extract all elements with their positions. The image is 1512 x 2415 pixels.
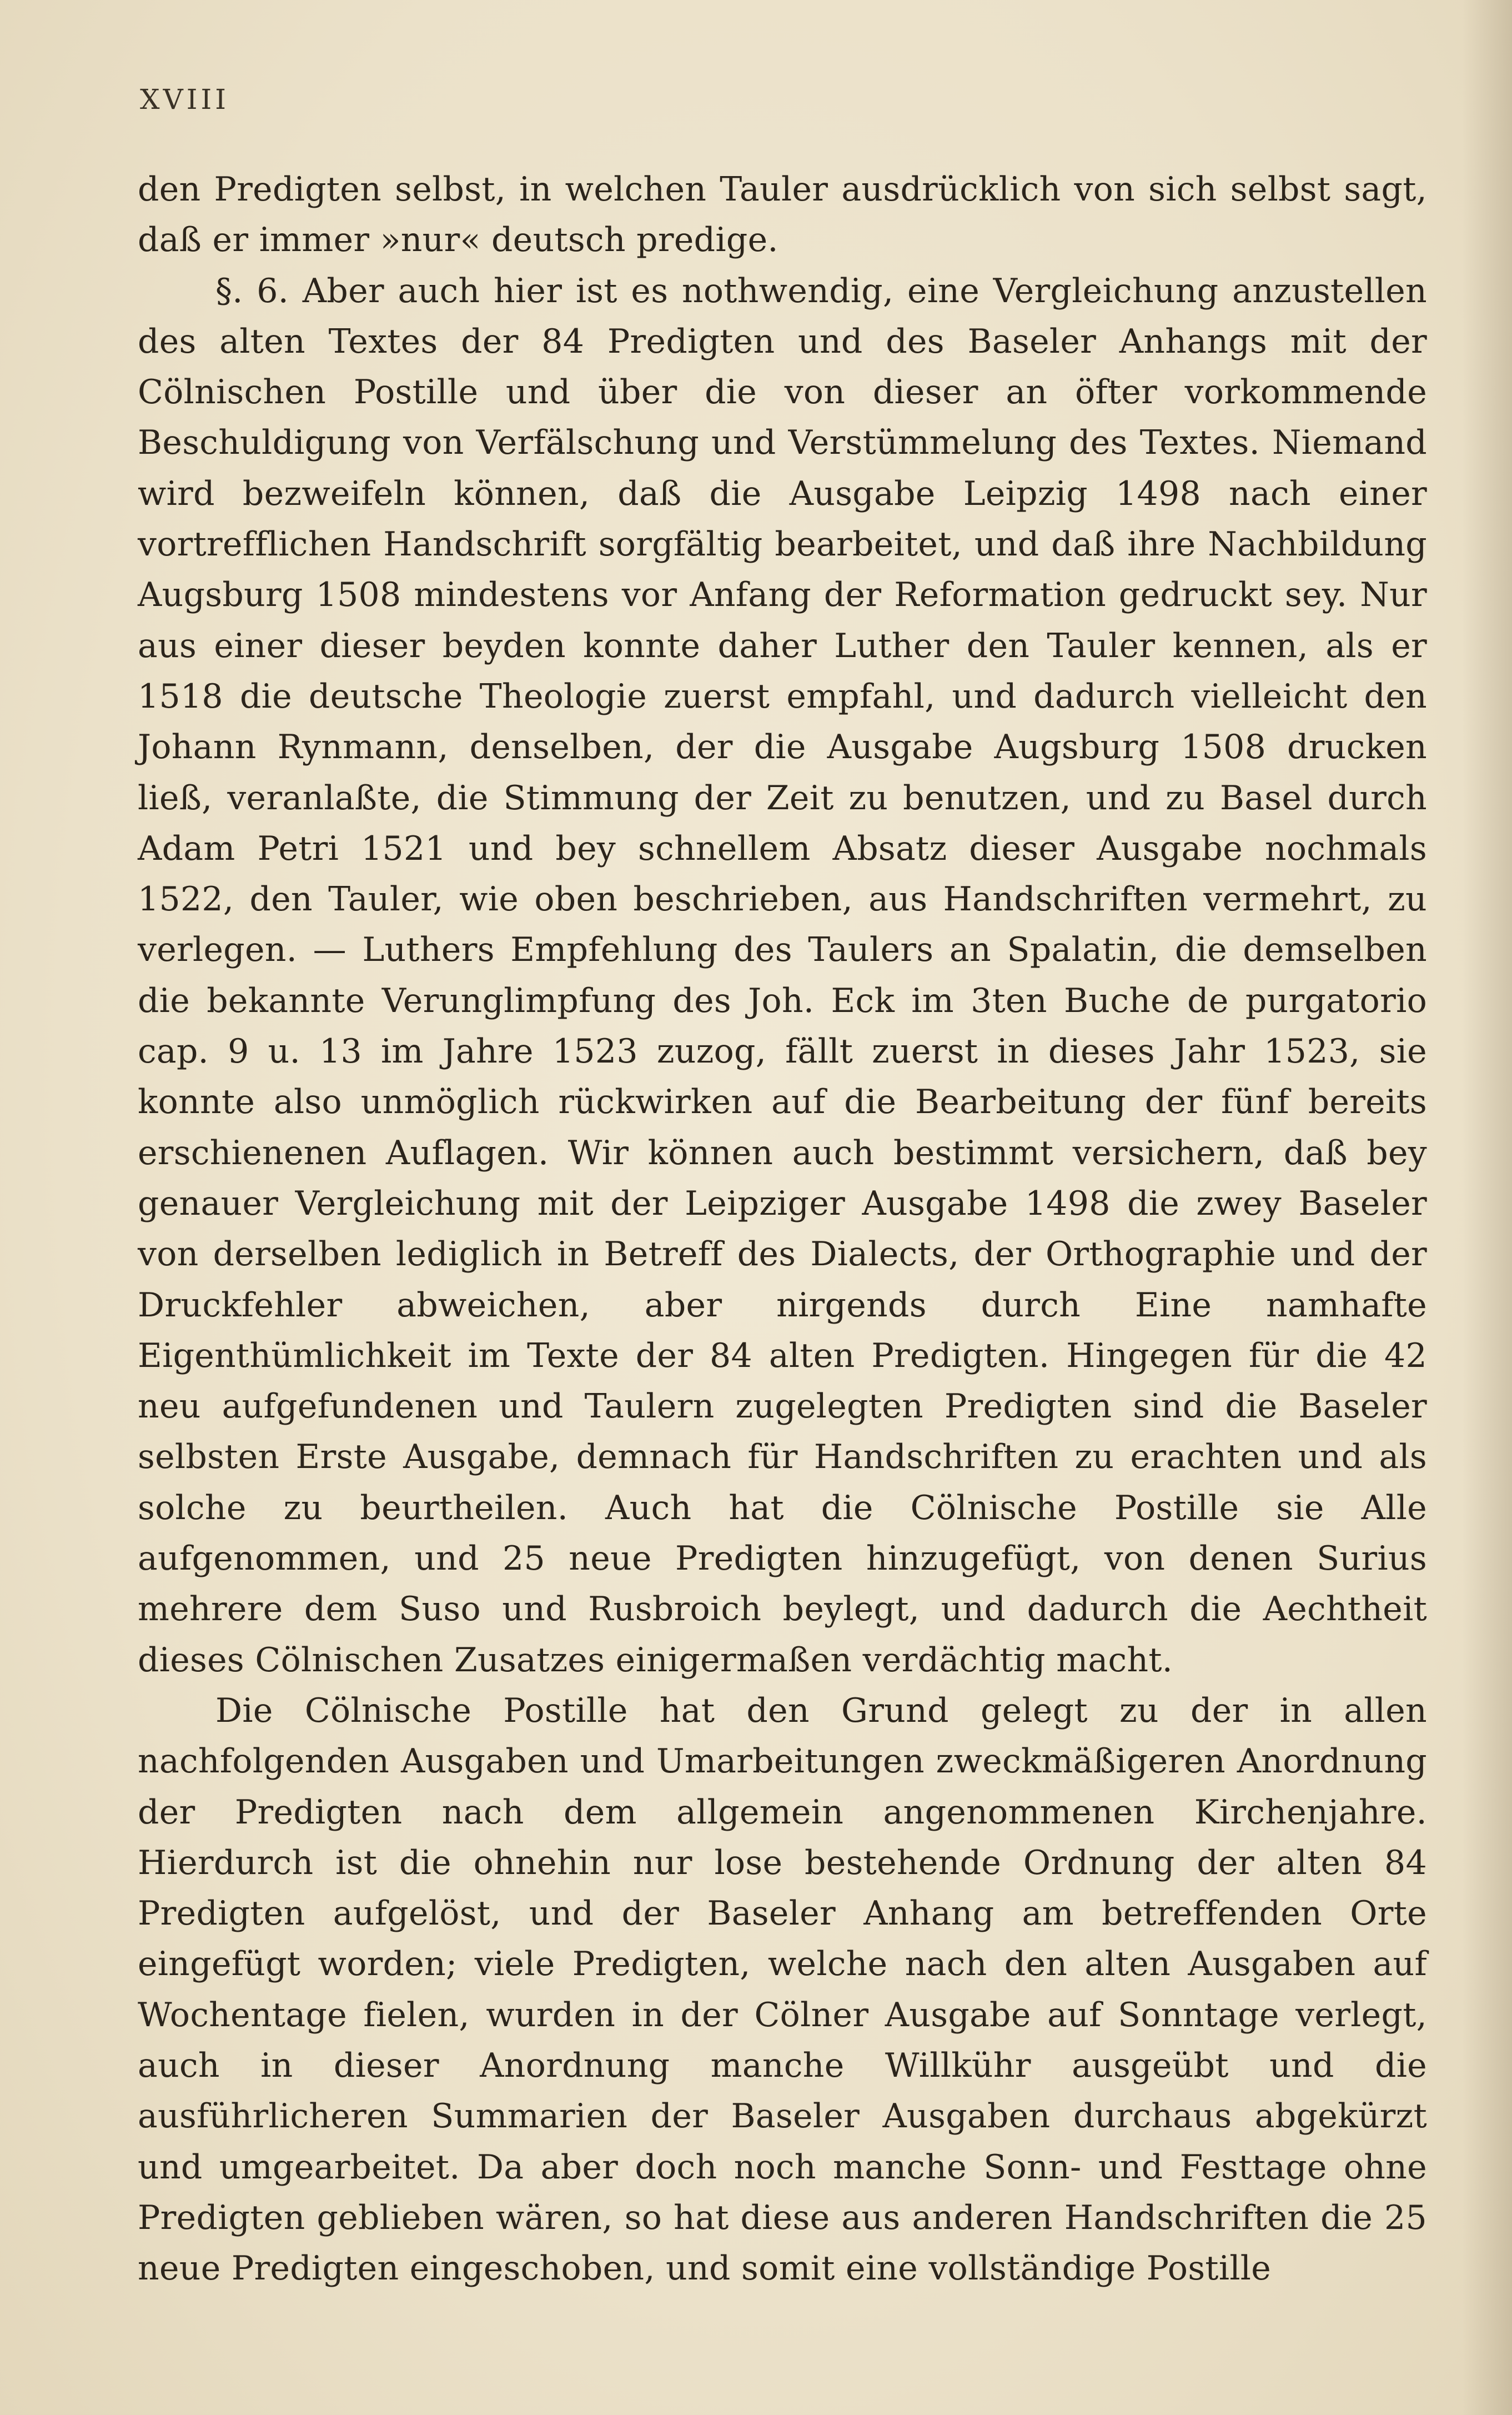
paragraph-coelnische-postille: Die Cölnische Postille hat den Grund gelegt zu der in allen nachfolgenden Ausgaben und Umarbeitungen zweckmäßigeren Anordnung der Predigten nach dem allgemein angenommenen Kirchenjahre. Hierdurch ist die ohnehin nur lose bestehende Ordnung der alten 84 Predigten aufgelöst, und der Baseler Anhang am betreffenden Orte eingefügt worden; viele Predigten, welche nach den alten Ausgaben auf Wochentage fielen, wurden in der Cölner Ausgabe auf Sonntage verlegt, auch in dieser Anordnung manche Willkühr ausgeübt und die ausführlicheren Summarien der Baseler Ausgaben durchaus abgekürzt und umgearbeitet. Da aber doch noch manche Sonn- und Festtage ohne Predigten geblieben wären, so hat diese aus anderen Handschriften die 25 neue Predigten eingeschoben, und somit eine vollständige Postille	[138, 1691, 1427, 2288]
body-text	[138, 164, 1427, 2294]
paragraph-section-6: §. 6. Aber auch hier ist es nothwendig, eine Vergleichung anzustellen des alten Textes der 84 Predigten und des Baseler Anhangs mit der Cölnischen Postille und über die von dieser an öfter vorkommende Beschuldigung von Verfälschung und Verstümmelung des Textes. Niemand wird bezweifeln können, daß die Ausgabe Leipzig 1498 nach einer vortrefflichen Handschrift sorgfältig bearbeitet, und daß ihre Nachbildung Augsburg 1508 mindestens vor Anfang der Reformation gedruckt sey. Nur aus einer dieser beyden konnte daher Luther den Tauler kennen, als er 1518 die deutsche Theologie zuerst empfahl, und dadurch vielleicht den Johann Rynmann, denselben, der die Ausgabe Augsburg 1508 drucken ließ, veranlaßte, die Stimmung der Zeit zu benutzen, und zu Basel durch Adam Petri 1521 und bey schnellem Absatz dieser Ausgabe nochmals 1522, den Tauler, wie oben beschrieben, aus Handschriften vermehrt, zu verlegen. — Luthers Empfehlung des Taulers an Spalatin, die demselben die bekannte Verunglimpfung des Joh. Eck im 3ten Buche de purgatorio cap. 9 u. 13 im Jahre 1523 zuzog, fällt zuerst in dieses Jahr 1523, sie konnte also unmöglich rückwirken auf die Bearbeitung der fünf bereits erschienenen Auflagen. Wir können auch bestimmt versichern, daß bey genauer Vergleichung mit der Leipziger Ausgabe 1498 die zwey Baseler von derselben lediglich in Betreff des Dialects, der Orthographie und der Druckfehler abweichen, aber nirgends durch Eine namhafte Eigenthümlichkeit im Texte der 84 alten Predigten. Hingegen für die 42 neu aufgefundenen und Taulern zugelegten Predigten sind die Baseler selbsten Erste Ausgabe, demnach für Handschriften zu erachten und als solche zu beurtheilen. Auch hat die Cölnische Postille sie Alle aufgenommen, und 25 neue Predigten hinzugefügt, von denen Surius mehrere dem Suso und Rusbroich beylegt, und dadurch die Aechtheit dieses Cölnischen Zusatzes einigermaßen verdächtig macht.	[138, 271, 1427, 1680]
paragraph-continuation: den Predigten selbst, in welchen Tauler ausdrücklich von sich selbst sagt, daß er immer »nur« deutsch predige.	[138, 170, 1427, 260]
page-number: XVIII	[140, 83, 229, 116]
page-gutter-shadow	[1462, 0, 1512, 2415]
